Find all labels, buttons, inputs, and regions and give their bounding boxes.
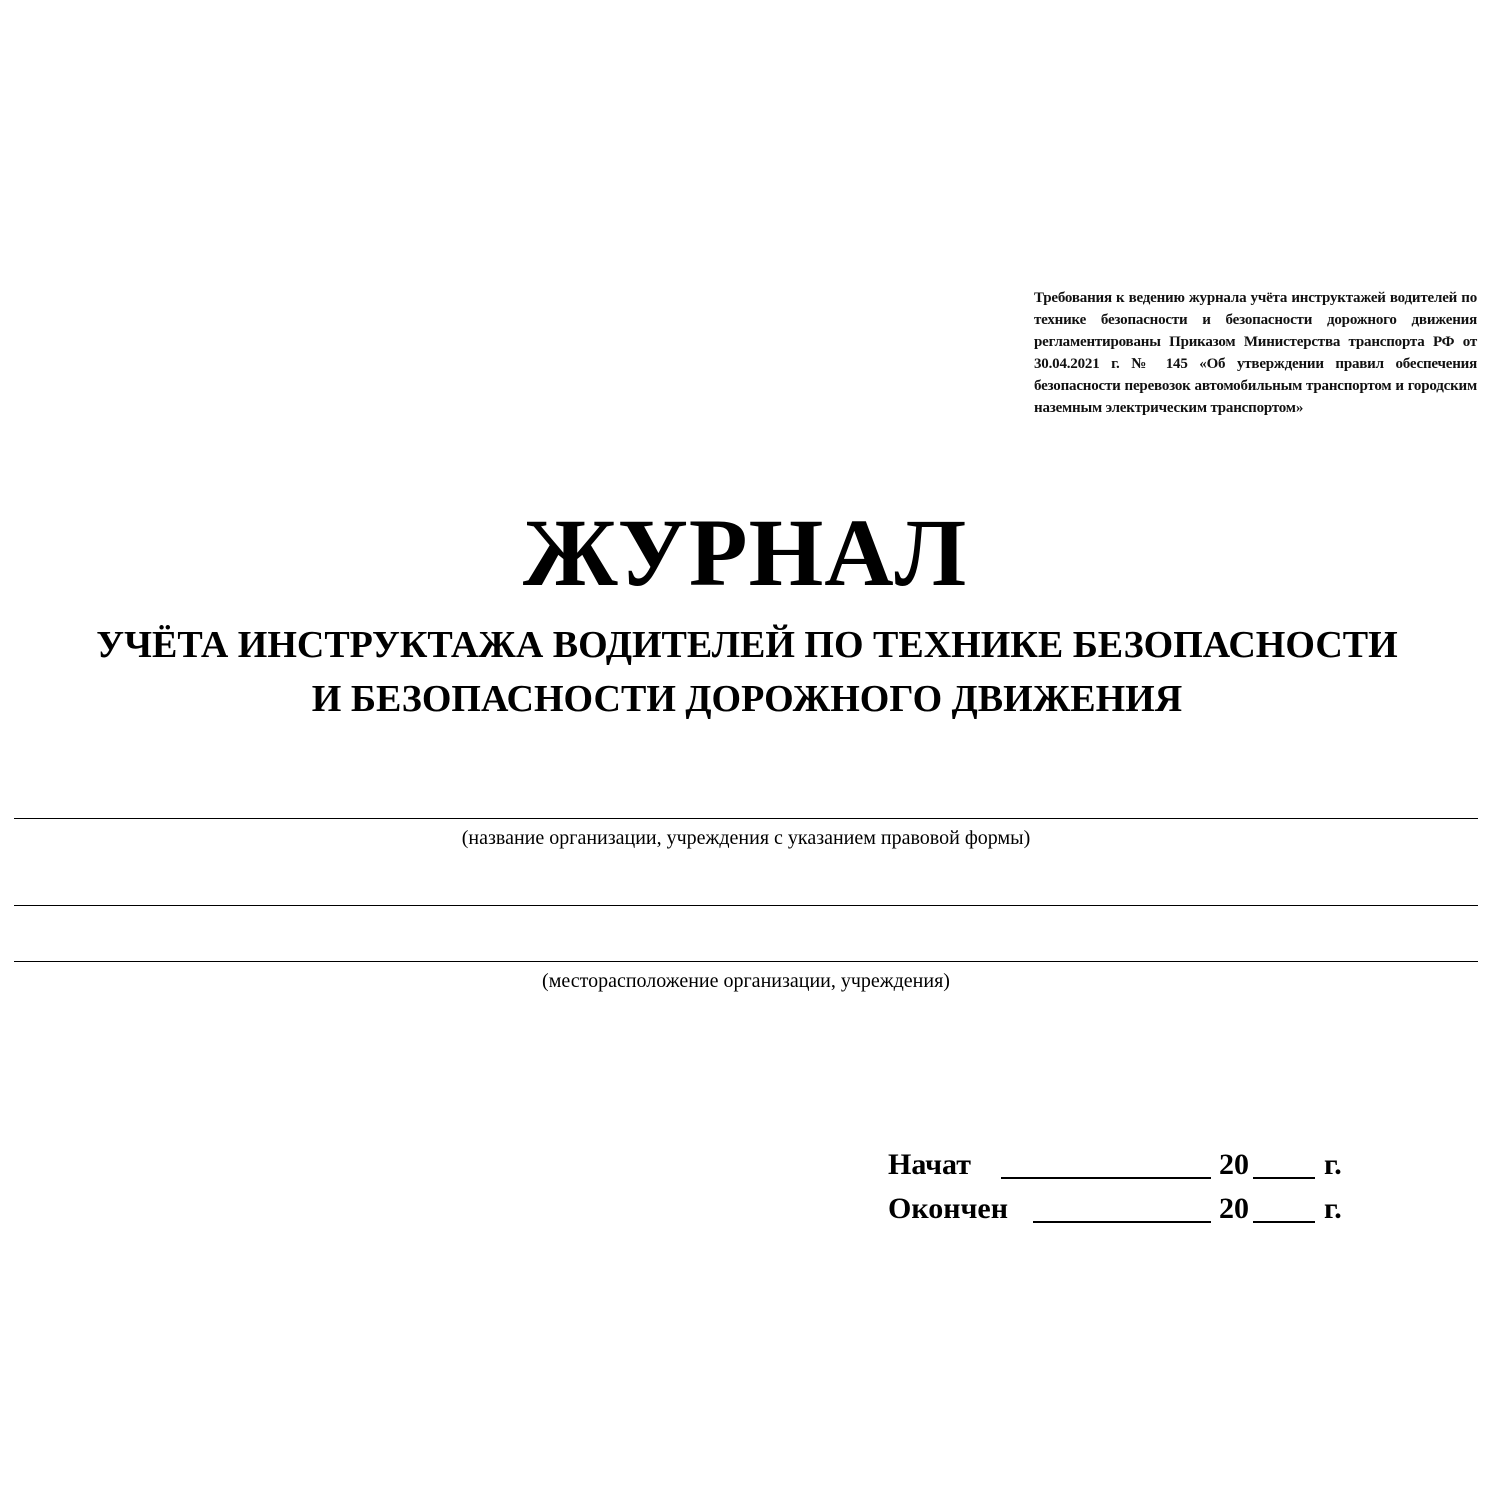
organization-name-caption: (название организации, учреждения с указанием правовой формы) [461, 827, 1031, 849]
journal-title: ЖУРНАЛ [522, 499, 968, 606]
finished-year-suffix: г. [1324, 1192, 1342, 1225]
subtitle-line-1: УЧЁТА ИНСТРУКТАЖА ВОДИТЕЛЕЙ ПО ТЕХНИКЕ БЕЗОПАСНОСТИ [96, 624, 1398, 666]
finished-year-blank[interactable] [1253, 1221, 1315, 1223]
legal-requirements-note: Требования к ведению журнала учёта инструктажей водителей по технике безопасности и безопасности дорожного движения регламентированы Приказом Министерства транспорта РФ от 30.04.2021 г. № 145 «Об утверждении правил обеспечения безопасности перевозок автомобильным транспортом и городским наземным электрическим транспортом» [1034, 290, 1477, 416]
started-year-suffix: г. [1324, 1148, 1342, 1181]
organization-location-caption: (месторасположение организации, учреждения) [542, 970, 950, 992]
organization-extra-field-line[interactable] [14, 905, 1478, 906]
organization-location-field-line[interactable] [14, 961, 1478, 962]
finished-century: 20 [1219, 1192, 1249, 1225]
finished-date-blank[interactable] [1033, 1221, 1211, 1223]
started-year-blank[interactable] [1253, 1177, 1315, 1179]
subtitle-line-2: И БЕЗОПАСНОСТИ ДОРОЖНОГО ДВИЖЕНИЯ [311, 678, 1183, 720]
organization-name-field-line[interactable] [14, 818, 1478, 819]
journal-subtitle [0, 618, 1494, 726]
started-date-blank[interactable] [1001, 1177, 1211, 1179]
started-label: Начат [888, 1148, 972, 1181]
finished-label: Окончен [888, 1192, 1009, 1225]
started-century: 20 [1219, 1148, 1249, 1181]
